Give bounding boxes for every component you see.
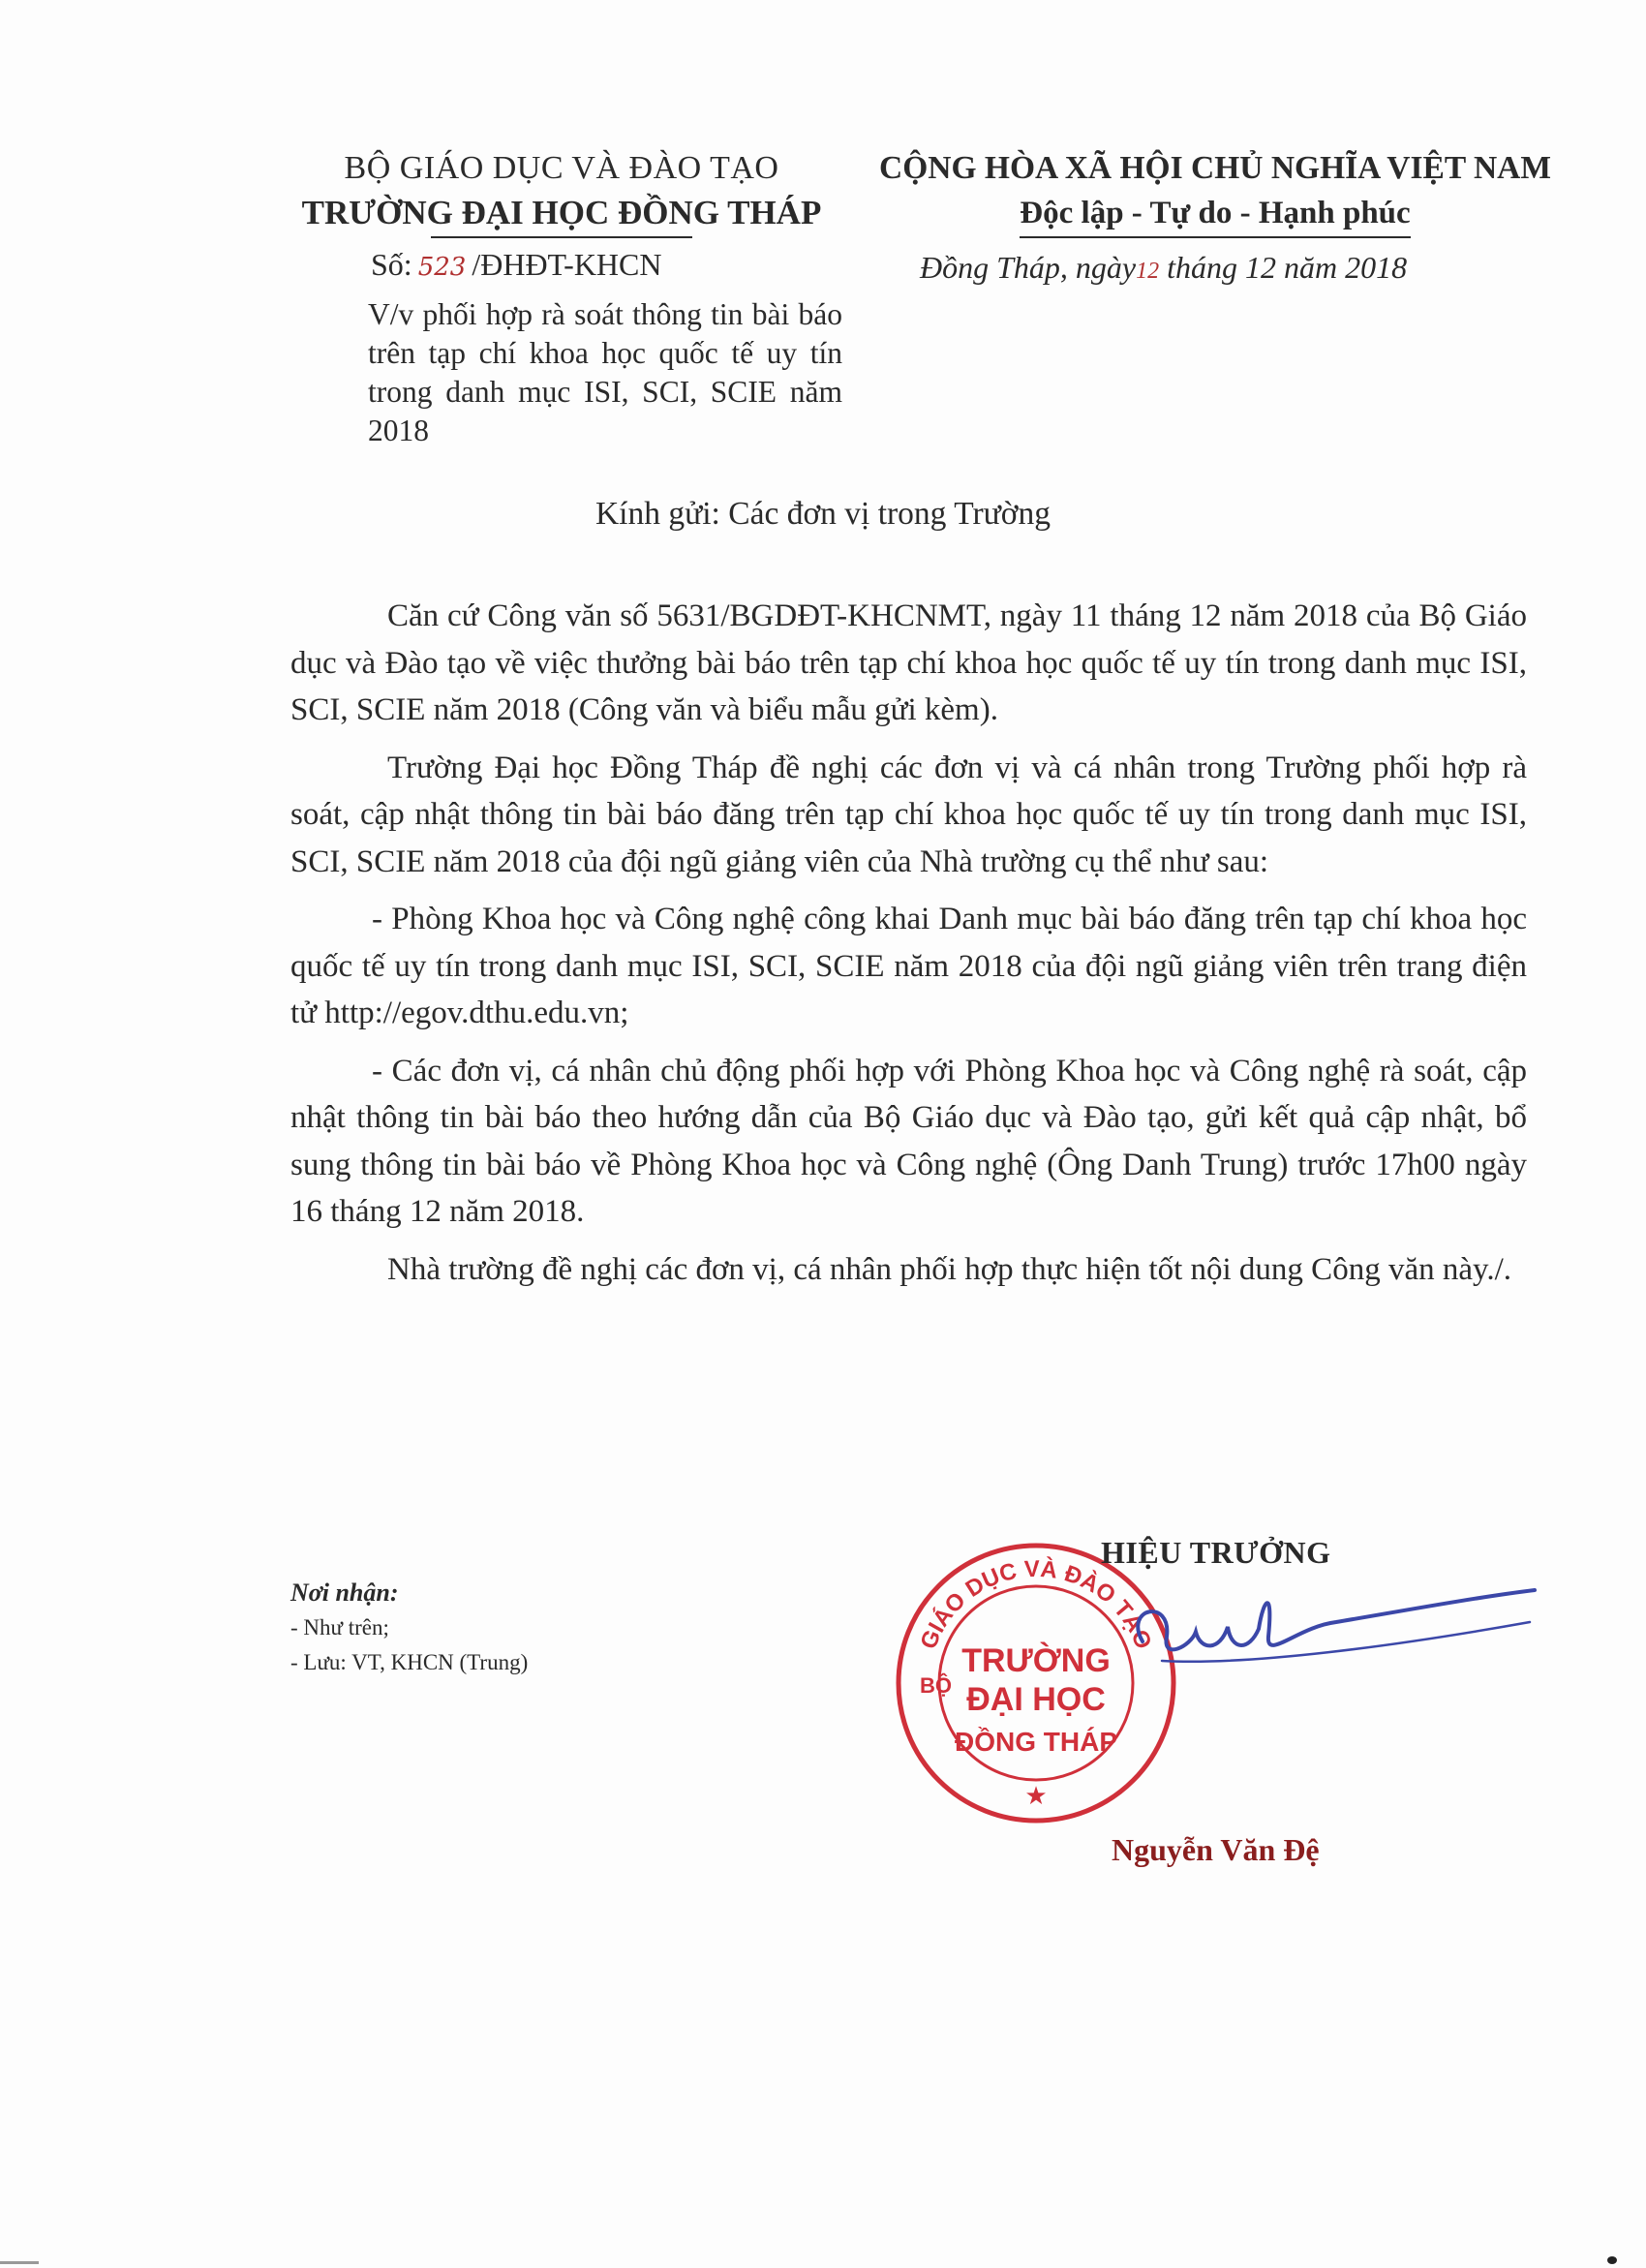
- scan-corner-mark: [1607, 2256, 1617, 2264]
- scan-edge-mark: [0, 2261, 39, 2264]
- handwritten-signature: [1104, 1569, 1539, 1704]
- body-paragraph-1: Căn cứ Công văn số 5631/BGDĐT-KHCNMT, ngày 11 tháng 12 năm 2018 của Bộ Giáo dục và Đào tạo về việc thưởng bài báo trên tạp chí khoa học quốc tế uy tín trong danh mục ISI, SCI, SCIE năm 2018 (Công văn và biểu mẫu gửi kèm).: [290, 598, 1527, 727]
- signatory-name: Nguyễn Văn Đệ: [1112, 1832, 1320, 1867]
- school-underline: [431, 236, 692, 238]
- seal-line-1: TRƯỜNG: [961, 1642, 1111, 1679]
- national-header: [867, 147, 1564, 238]
- recipients-item: - Lưu: VT, KHCN (Trung): [290, 1650, 529, 1674]
- subject-line: V/v phối hợp rà soát thông tin bài báo trên tạp chí khoa học quốc tế uy tín trong danh mục ISI, SCI, SCIE năm 2018: [368, 297, 842, 447]
- body-paragraph-closing: Nhà trường đề nghị các đơn vị, cá nhân phối hợp thực hiện tốt nội dung Công văn này./.: [387, 1251, 1512, 1287]
- recipients-item: - Như trên;: [290, 1615, 389, 1640]
- seal-star-icon: ★: [1024, 1782, 1048, 1810]
- number-suffix: /ĐHĐT-KHCN: [472, 247, 662, 282]
- date-prefix: Đồng Tháp, ngày: [920, 250, 1137, 285]
- body-paragraph-2: Trường Đại học Đồng Tháp đề nghị các đơn vị và cá nhân trong Trường phối hợp rà soát, cập nhật thông tin bài báo đăng trên tạp chí khoa học quốc tế uy tín trong danh mục ISI, SCI, SCIE năm 2018 của đội ngũ giảng viên của Nhà trường cụ thể như sau:: [290, 750, 1527, 879]
- ministry-name: BỘ GIÁO DỤC VÀ ĐÀO TẠO: [344, 150, 779, 186]
- recipients-heading: Nơi nhận:: [290, 1578, 399, 1607]
- number-prefix: Số:: [371, 247, 412, 282]
- seal-line-3: ĐỒNG THÁP: [955, 1727, 1117, 1757]
- seal-side-text: BỘ: [920, 1673, 952, 1698]
- national-motto: [1020, 190, 1410, 238]
- seal-line-2: ĐẠI HỌC: [966, 1681, 1106, 1718]
- nation-name: CỘNG HÒA XÃ HỘI CHỦ NGHĨA VIỆT NAM: [879, 150, 1551, 186]
- school-name: TRƯỜNG ĐẠI HỌC ĐỒNG THÁP: [301, 194, 822, 231]
- date-suffix: tháng 12 năm 2018: [1167, 250, 1408, 285]
- issuer-block: [261, 147, 862, 238]
- place-date: [920, 250, 1407, 286]
- signatory-title: HIỆU TRƯỞNG: [1101, 1535, 1331, 1570]
- date-day-handwritten: 12: [1136, 259, 1160, 284]
- motto-text: Độc lập - Tự do - Hạnh phúc: [1020, 196, 1411, 230]
- number-handwritten: 523: [417, 253, 467, 282]
- addressee: Kính gửi: Các đơn vị trong Trường: [594, 496, 1052, 532]
- document-number: [371, 247, 661, 283]
- letter-body: [290, 593, 1527, 1303]
- body-bullet-2: - Các đơn vị, cá nhân chủ động phối hợp với Phòng Khoa học và Công nghệ rà soát, cập nhật thông tin bài báo theo hướng dẫn của Bộ Giáo dục và Đào tạo, gửi kết quả cập nhật, bổ sung thông tin bài báo về Phòng Khoa học và Công nghệ (Ông Danh Trung) trước 17h00 ngày 16 tháng 12 năm 2018.: [290, 1053, 1527, 1229]
- seal-ring-text: GIÁO DỤC VÀ ĐÀO TẠO: [915, 1555, 1157, 1653]
- motto-underline: [1020, 236, 1410, 238]
- body-bullet-1: - Phòng Khoa học và Công nghệ công khai Danh mục bài báo đăng trên tạp chí khoa học quốc tế uy tín trong danh mục ISI, SCI, SCIE năm 2018 của đội ngũ giảng viên trên trang điện tử http://egov.dthu.edu.vn;: [290, 902, 1527, 1030]
